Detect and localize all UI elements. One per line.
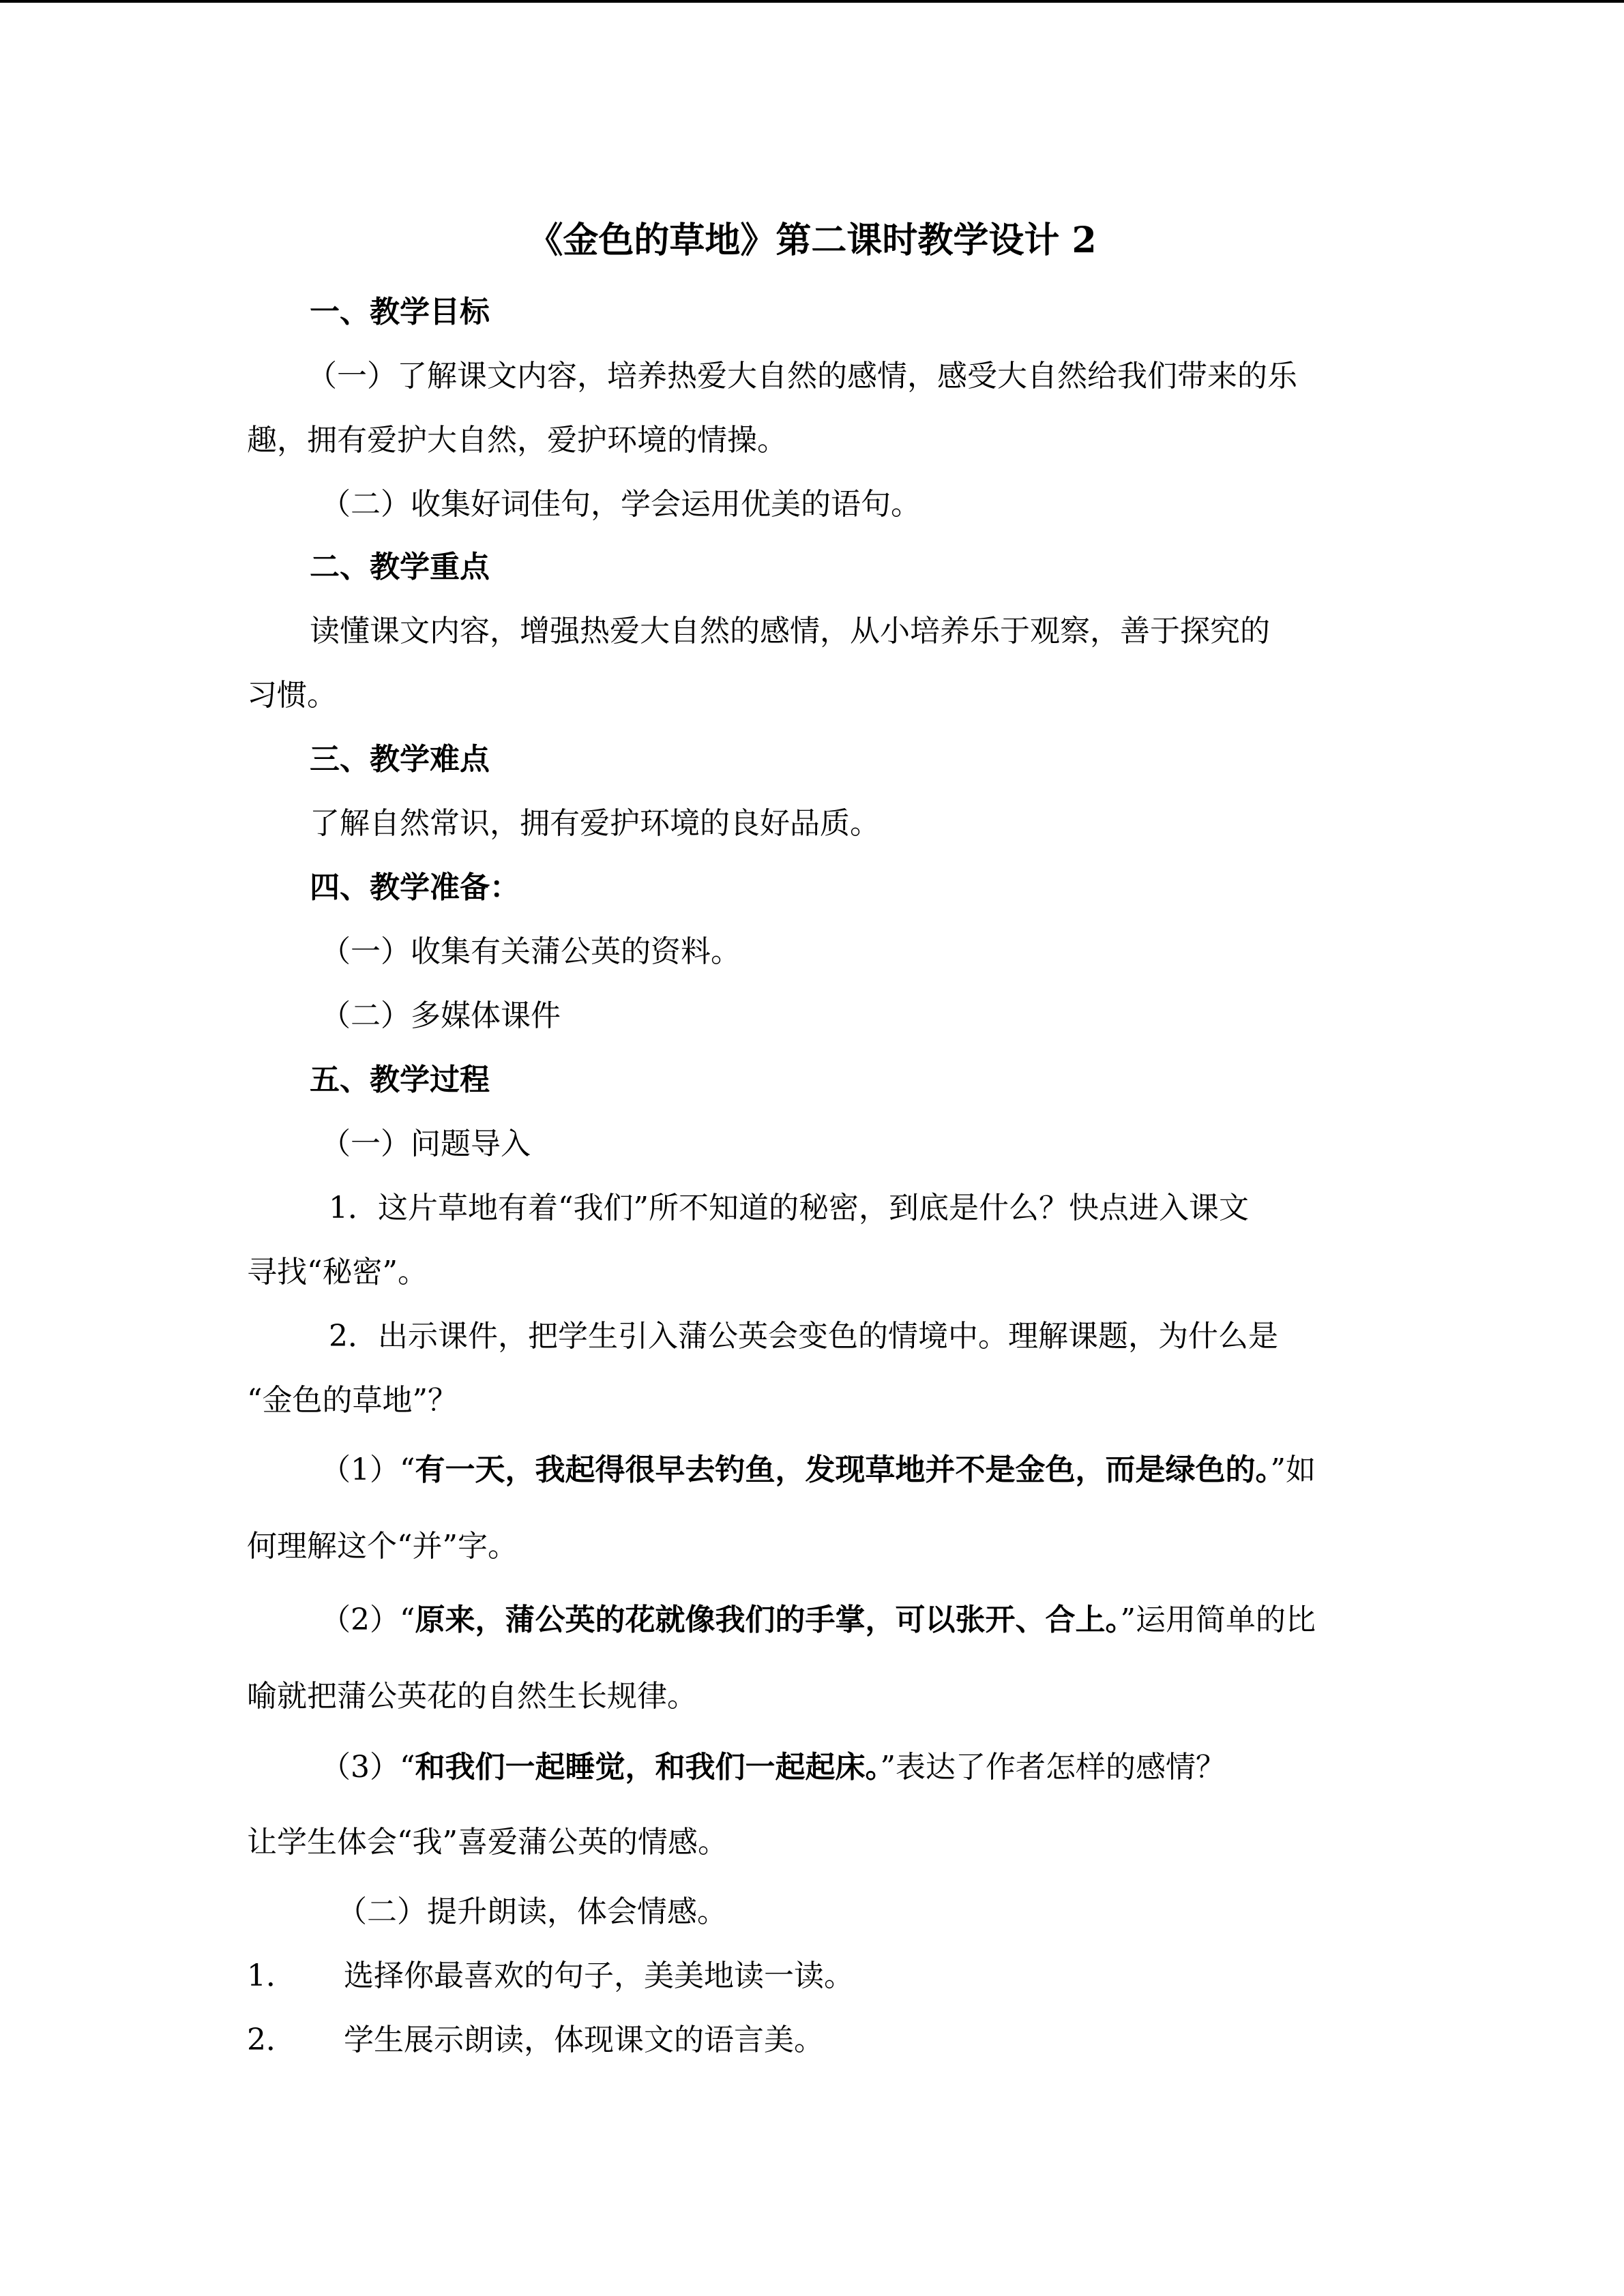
keypoints-line2: 习惯。 [247,678,337,713]
process-p2-line2: “金色的草地”？ [247,1383,458,1418]
document-title: 《金色的草地》第二课时教学设计 2 [527,220,1097,261]
preparation-item2: （二）多媒体课件 [321,998,561,1033]
quote3-prefix: （3）“ [321,1750,415,1785]
process-p2-line1: 2．出示课件，把学生引入蒲公英会变色的情境中。理解课题，为什么是 [329,1319,1278,1354]
goals-item1-line1: （一）了解课文内容，培养热爱大自然的感情，感受大自然给我们带来的乐 [307,359,1297,393]
process-p1-line1: 1．这片草地有着“我们”所不知道的秘密，到底是什么？快点进入课文 [329,1191,1249,1225]
quote3-text: 和我们一起睡觉，和我们一起起床。 [415,1750,881,1785]
section-heading-difficulties: 三、教学难点 [310,742,490,777]
process-sub1: （一）问题导入 [321,1127,531,1161]
process-quote3-line2: 让学生体会“我”喜爱蒲公英的情感。 [247,1825,728,1860]
process-quote1-line2: 何理解这个“并”字。 [247,1529,518,1564]
section-heading-goals: 一、教学目标 [310,295,490,329]
section-heading-keypoints: 二、教学重点 [310,550,490,584]
process-sub2: （二）提升朗读，体会情感。 [337,1894,727,1929]
quote2-suffix: ”运用简单的比 [1120,1602,1316,1637]
keypoints-line1: 读懂课文内容，增强热爱大自然的感情，从小培养乐于观察，善于探究的 [310,614,1270,648]
process-quote3-line1 [321,1747,1226,1788]
preparation-item1: （一）收集有关蒲公英的资料。 [321,934,741,969]
list-item-1-index: 1． [247,1958,296,1993]
list-item-2-index: 2． [247,2023,296,2057]
process-quote2-line2: 喻就把蒲公英花的自然生长规律。 [247,1679,697,1714]
quote1-text: 有一天，我起得很早去钓鱼，发现草地并不是金色，而是绿色的。 [415,1452,1271,1487]
quote2-text: 原来，蒲公英的花就像我们的手掌，可以张开、合上。 [415,1602,1121,1637]
section-heading-preparation: 四、教学准备： [310,870,520,905]
list-item-1-text: 选择你最喜欢的句子，美美地读一读。 [344,1958,854,1993]
process-quote2-line1 [321,1600,1316,1641]
goals-item2: （二）收集好词佳句，学会运用优美的语句。 [321,487,921,522]
goals-item1-line2: 趣，拥有爱护大自然，爱护环境的情操。 [247,423,787,458]
difficulties-line1: 了解自然常识，拥有爱护环境的良好品质。 [310,806,880,841]
quote1-prefix: （1）“ [321,1452,415,1487]
process-p1-line2: 寻找“秘密”。 [247,1255,428,1289]
quote3-suffix: ”表达了作者怎样的感情？ [880,1750,1226,1785]
process-quote1-line1 [321,1450,1316,1491]
list-item-2-text: 学生展示朗读，体现课文的语言美。 [344,2023,824,2057]
quote2-prefix: （2）“ [321,1602,415,1637]
section-heading-process: 五、教学过程 [310,1062,490,1097]
quote1-suffix: ”如 [1270,1452,1316,1487]
